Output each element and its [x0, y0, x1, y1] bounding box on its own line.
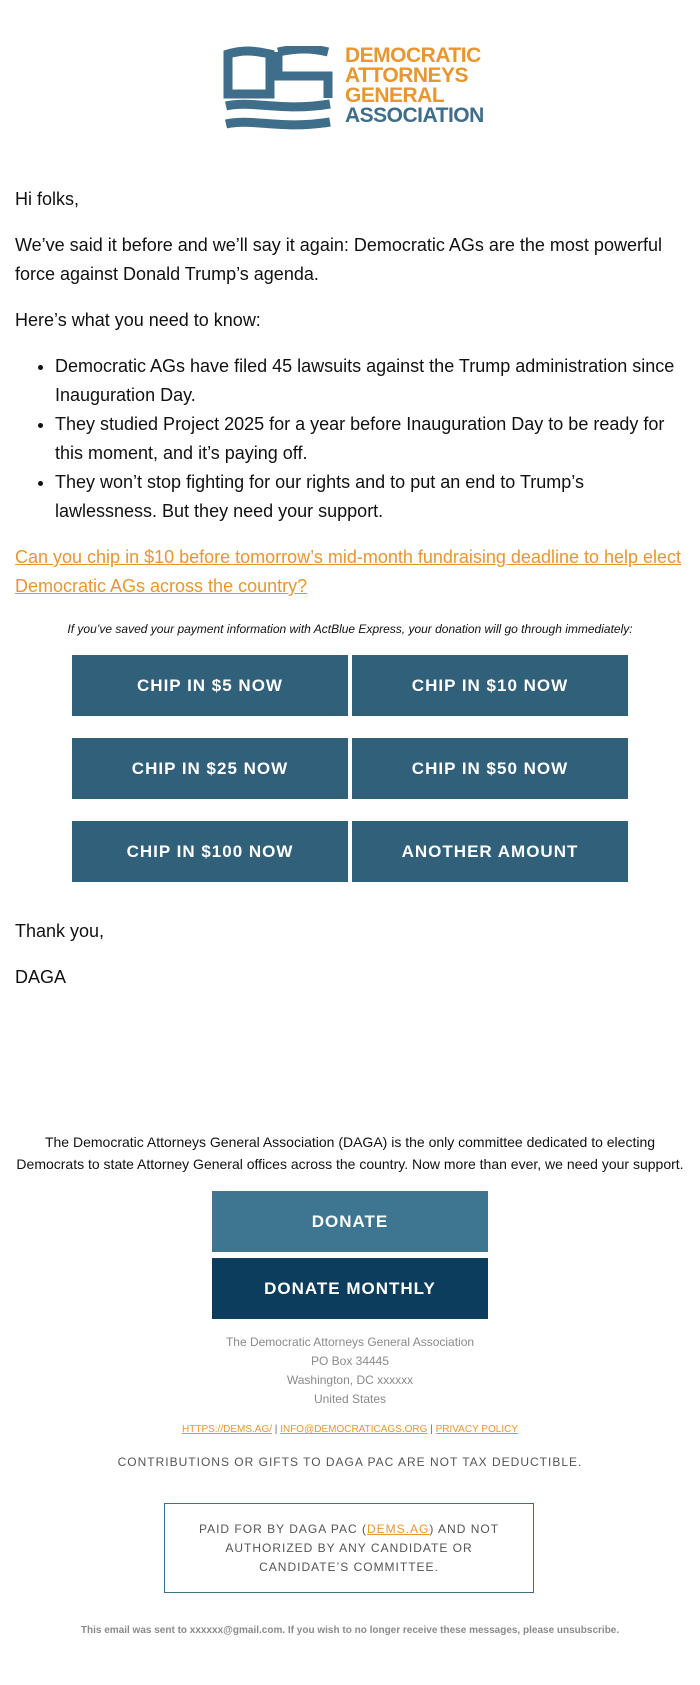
recipient-note: This email was sent to xxxxxx@gmail.com. If you wish to no longer receive these messages, please unsubscribe. [80, 1625, 620, 1636]
footer-blurb: The Democratic Attorneys General Association (DAGA) is the only committee dedicated to electing Democrats to state Attorney General offices across the country. Now more than ever, we need your support. [16, 1134, 684, 1172]
sender-name: DAGA [15, 967, 67, 987]
key-point-lawsuits: • Democratic AGs have filed 45 lawsuits against the Trump administration since Inauguration Day. [55, 352, 685, 410]
chip-in-10-button[interactable]: CHIP IN $10 NOW [352, 655, 628, 716]
logo-line-democratic: DEMOCRATIC [345, 44, 481, 67]
donate-button[interactable]: DONATE [212, 1191, 488, 1252]
another-amount-button[interactable]: ANOTHER AMOUNT [352, 821, 628, 882]
paid-for-prefix: PAID FOR BY DAGA PAC ( [198, 1521, 368, 1536]
email-body [15, 185, 685, 601]
chip-in-50-button[interactable]: CHIP IN $50 NOW [352, 738, 628, 799]
privacy-policy-link[interactable]: PRIVACY POLICY [435, 1424, 518, 1435]
chip-in-ask-link[interactable]: Can you chip in $10 before tomorrow’s mid-month fundraising deadline to help elect Democratic AGs across the country? [15, 547, 682, 596]
donation-row-3 [72, 821, 628, 882]
donate-monthly-button[interactable]: DONATE MONTHLY [212, 1258, 488, 1319]
dems-ag-link[interactable]: DEMS.AG [367, 1521, 430, 1536]
email-link[interactable]: INFO@DEMOCRATICAGS.ORG [280, 1424, 428, 1435]
logo-line-attorneys: ATTORNEYS [345, 64, 469, 87]
flag-mark-icon [222, 46, 334, 132]
paid-for-text [179, 1520, 519, 1577]
intro-paragraph: We’ve said it before and we’ll say it again: Democratic AGs are the most powerful force against Donald Trump’s agenda. [15, 235, 662, 284]
key-points-list [15, 352, 685, 526]
signoff [15, 917, 104, 1009]
address-org: The Democratic Attorneys General Association [225, 1335, 475, 1349]
key-point-project-2025: • They studied Project 2025 for a year before Inauguration Day to be ready for this moment, and it’s paying off. [55, 410, 685, 468]
chip-in-5-button[interactable]: CHIP IN $5 NOW [72, 655, 348, 716]
address-po-box: PO Box 34445 [310, 1354, 390, 1368]
actblue-express-note: If you’ve saved your payment information with ActBlue Express, your donation will go through immediately: [67, 622, 633, 636]
paid-for-suffix: ) AND NOT AUTHORIZED BY ANY CANDIDATE OR CANDIDATE’S COMMITTEE. [225, 1521, 500, 1574]
address-country: United States [313, 1392, 387, 1406]
greeting: Hi folks, [15, 189, 80, 209]
site-link[interactable]: HTTPS://DEMS.AG/ [182, 1424, 273, 1435]
tax-deductible-note: CONTRIBUTIONS OR GIFTS TO DAGA PAC ARE NOT TAX DEDUCTIBLE. [117, 1455, 583, 1469]
paid-for-disclaimer [164, 1503, 534, 1593]
donation-row-2 [72, 738, 628, 799]
header-logo [0, 40, 700, 140]
chip-in-25-button[interactable]: CHIP IN $25 NOW [72, 738, 348, 799]
chip-in-100-button[interactable]: CHIP IN $100 NOW [72, 821, 348, 882]
logo-line-general: GENERAL [345, 84, 445, 107]
footer-links [0, 1424, 700, 1435]
key-point-support: • They won’t stop fighting for our rights and to put an end to Trump’s lawlessness. But they need your support. [55, 468, 685, 526]
logo-wordmark [345, 46, 484, 126]
donation-row-1 [72, 655, 628, 716]
donation-button-grid [72, 655, 628, 904]
link-separator: | [430, 1424, 433, 1435]
need-to-know-paragraph: Here’s what you need to know: [15, 310, 261, 330]
thanks-text: Thank you, [15, 921, 105, 941]
link-separator: | [274, 1424, 278, 1435]
address-city: Washington, DC xxxxxx [286, 1373, 414, 1387]
mailing-address [0, 1333, 700, 1409]
logo-line-association: ASSOCIATION [345, 104, 484, 127]
